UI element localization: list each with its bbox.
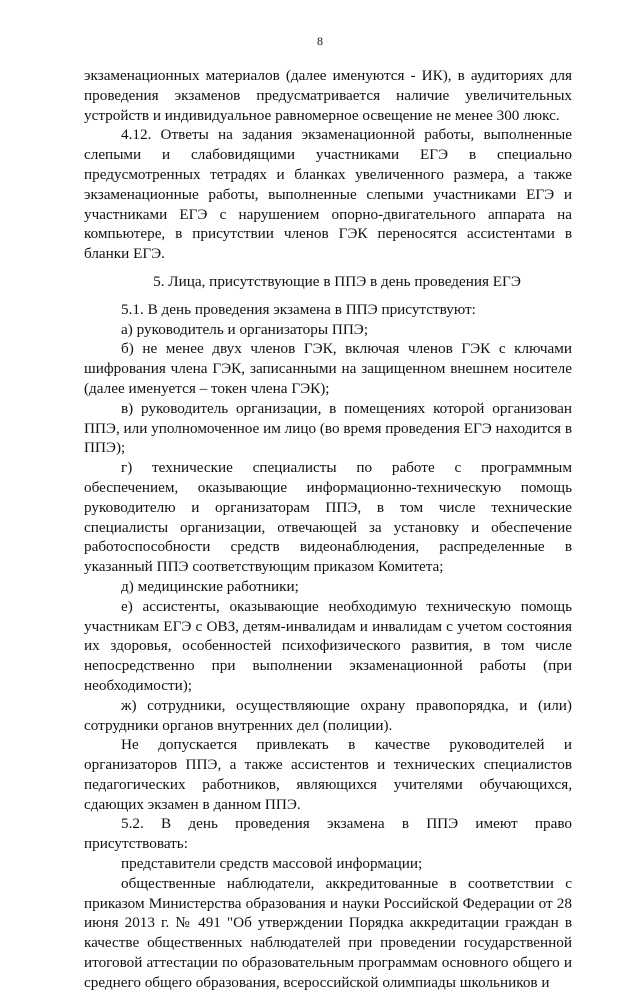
paragraph-p5-1-zh: ж) сотрудники, осуществляющие охрану правопорядка, и (или) сотрудники органов внутренних дел (полиции). bbox=[84, 696, 572, 734]
paragraph-p-ne: Не допускается привлекать в качестве руководителей и организаторов ППЭ, а также ассистентов и технических специалистов педагогических работников, являющихся учителями обучающихся, сдающих экзамен в данном ППЭ. bbox=[84, 736, 572, 813]
paragraph-p5-1-d: д) медицинские работники; bbox=[121, 577, 299, 595]
paragraph-p5-2-smi: представители средств массовой информации; bbox=[121, 855, 423, 873]
paragraph-p5-1-v: в) руководитель организации, в помещениях которой организован ППЭ, или уполномоченное им лицо (во время проведения ЕГЭ находится в ППЭ); bbox=[84, 399, 572, 457]
paragraph-p4-12: 4.12. Ответы на задания экзаменационной работы, выполненные слепыми и слабовидящими участниками ЕГЭ в специально предусмотренных тетрадях и бланках увеличенного размера, а также экзаменационные работы, выполненные слепыми участниками ЕГЭ и участниками ЕГЭ с нарушением опорно-двигательного аппарата на компьютере, в присутствии членов ГЭК переносятся ассистентами в бланки ЕГЭ. bbox=[84, 126, 572, 263]
paragraphs-after-heading bbox=[84, 300, 572, 993]
paragraph-p5-1-g: г) технические специалисты по работе с программным обеспечением, оказывающие информационно-техническую помощь руководителю и организаторам ППЭ, в том числе технические специалисты организации, отвечающей за установку и обеспечение работоспособности средств видеонаблюдения, распределенные в указанный ППЭ соответствующим приказом Комитета; bbox=[84, 459, 572, 576]
document-body bbox=[84, 66, 572, 993]
page-number: 8 bbox=[317, 34, 323, 48]
paragraph-p5-1-a: а) руководитель и организаторы ППЭ; bbox=[121, 320, 369, 338]
paragraph-cont: экзаменационных материалов (далее именуются - ИК), в аудиториях для проведения экзаменов предусматривается наличие увеличительных устройств и индивидуальное равномерное освещение не менее 300 люкс. bbox=[84, 67, 572, 124]
paragraph-p5-2: 5.2. В день проведения экзамена в ППЭ имеют право присутствовать: bbox=[84, 815, 572, 853]
paragraph-p5-1-b: б) не менее двух членов ГЭК, включая членов ГЭК с ключами шифрования члена ГЭК, записанными на защищенном внешнем носителе (далее именуется – токен члена ГЭК); bbox=[84, 340, 572, 397]
paragraphs-before-heading bbox=[84, 66, 572, 264]
paragraph-p5-1: 5.1. В день проведения экзамена в ППЭ присутствуют: bbox=[121, 300, 476, 318]
paragraph-p5-2-obs: общественные наблюдатели, аккредитованные в соответствии с приказом Министерства образования и науки Российской Федерации от 28 июня 2013 г. № 491 "Об утверждении Порядка аккредитации граждан в качестве общественных наблюдателей при проведении государственной итоговой аттестации по образовательным программам основного общего и среднего общего образования, всероссийской олимпиады школьников и bbox=[84, 874, 572, 991]
section-heading: 5. Лица, присутствующие в ППЭ в день проведения ЕГЭ bbox=[153, 272, 521, 290]
paragraph-p5-1-e: е) ассистенты, оказывающие необходимую техническую помощь участникам ЕГЭ с ОВЗ, детям-инвалидам и инвалидам с учетом состояния их здоровья, особенностей психофизического развития, в том числе непосредственно при выполнении экзаменационной работы (при необходимости); bbox=[84, 597, 572, 694]
